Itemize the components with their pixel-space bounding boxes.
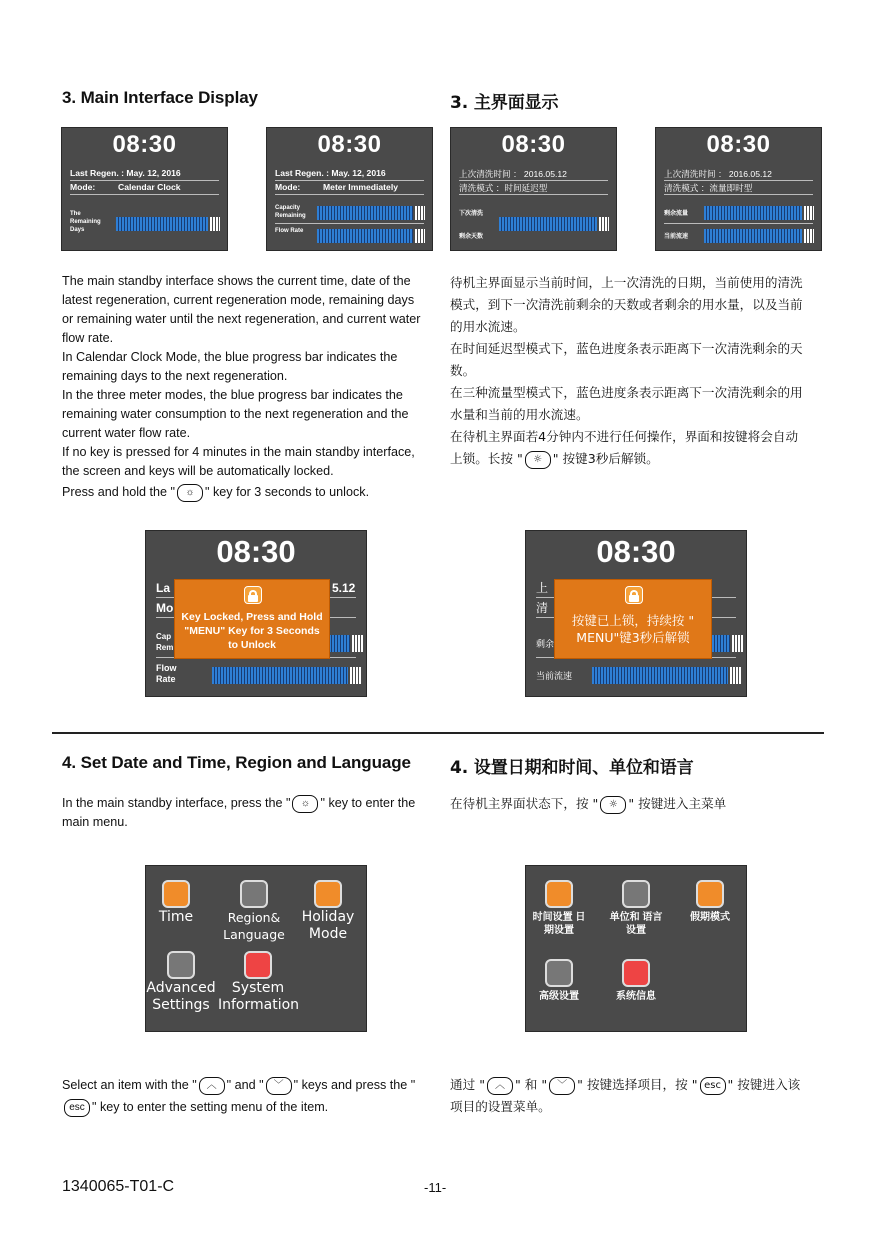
section3-text-cn — [450, 272, 810, 470]
page-number: -11- — [424, 1180, 447, 1195]
menu-key-icon: ☼ — [600, 796, 626, 814]
locked-screen-cn — [525, 530, 747, 697]
bar-label: Capacity Remaining — [275, 205, 306, 219]
locked-message: Key Locked, Press and Hold "MENU" Key for 3 Seconds to Unlock — [181, 611, 323, 651]
menu-item-holiday-mode[interactable]: Holiday Mode — [296, 880, 360, 943]
document-number: 1340065-T01-C — [62, 1178, 175, 1195]
paragraph: 在待机主界面若4分钟内不进行任何操作，界面和按键将会自动上锁。长按 " ☼ " 按键3秒后解锁。 — [450, 426, 810, 470]
paragraph: 通过 " ︿ " 和 " ﹀ " 按键选择项目，按 " esc " 按键进入该项目的设置菜单。 — [450, 1077, 801, 1114]
bar-label: Cap Rem — [156, 632, 174, 652]
remaining-bar — [499, 217, 597, 231]
airplane-icon — [696, 880, 724, 908]
paragraph: In Calendar Clock Mode, the blue progress bar indicates the remaining days to the next regeneration. — [62, 350, 398, 383]
menu-key-icon: ☼ — [525, 451, 551, 469]
flow-bar — [704, 229, 802, 243]
menu-item-advanced-settings[interactable]: Advanced Settings — [146, 951, 216, 1014]
bar-label: Flow Rate — [275, 228, 304, 234]
flow-bar — [592, 667, 728, 684]
main-menu-cn — [525, 865, 747, 1032]
screen-time: 08:30 — [596, 534, 676, 569]
clock-icon — [162, 880, 190, 908]
bar-label: The Remaining Days — [70, 211, 101, 233]
menu-key-icon: ☼ — [292, 795, 318, 813]
bar-label: 剩余 — [536, 639, 555, 649]
paragraph: In the three meter modes, the blue progress bar indicates the remaining water consumption to the next regeneration and the current water flow rate. — [62, 388, 409, 440]
mode-value: 清洗模式 ：时间延迟型 — [459, 183, 548, 193]
section4-text-cn — [450, 794, 810, 814]
mode-label: Mode: — [275, 182, 301, 192]
message-icon — [244, 951, 272, 979]
paragraph: In the main standby interface, press the " ☼ " key to enter the main menu. — [62, 796, 416, 829]
menu-key-icon: ☼ — [177, 484, 203, 502]
mode-value: 清洗模式 ：流量即时型 — [664, 183, 753, 193]
capacity-bar — [704, 206, 802, 220]
paragraph: The main standby interface shows the current time, date of the latest regeneration, current regeneration mode, remaining days or remaining water until the next regeneration, and current water flow rate. — [62, 274, 421, 345]
screen-time: 08:30 — [501, 131, 566, 158]
menu-item-advanced-settings[interactable]: 高级设置 — [532, 959, 586, 1003]
last-regen-partial: La — [156, 581, 171, 595]
mode-partial: 清 — [536, 601, 549, 615]
menu-item-time[interactable]: 时间设置 日期设置 — [532, 880, 586, 937]
locked-message: 按键已上锁，持续按 " MENU"键3秒后解锁 — [571, 613, 695, 645]
last-regen-partial-end: 5.12 — [332, 581, 356, 595]
last-regen: Last Regen. : May. 12, 2016 — [275, 168, 386, 178]
lock-icon — [244, 586, 262, 604]
screen-time: 08:30 — [317, 131, 382, 158]
main-menu-en — [145, 865, 367, 1032]
paragraph: 待机主界面显示当前时间，上一次清洗的日期，当前使用的清洗模式，到下一次清洗前剩余的天数或者剩余的用水量，以及当前的用水流速。 — [450, 275, 803, 334]
paragraph: 在待机主界面状态下，按 " ☼ " 按键进入主菜单 — [450, 794, 810, 814]
flow-bar — [212, 667, 348, 684]
globe-icon — [622, 880, 650, 908]
menu-item-region-language[interactable]: Region& Language — [216, 880, 292, 943]
up-key-icon: ︿ — [487, 1077, 513, 1095]
capacity-bar — [317, 206, 413, 220]
menu-item-system-information[interactable]: 系统信息 — [606, 959, 666, 1003]
paragraph: Select an item with the " ︿ " and " ﹀ " keys and press the "esc " key to enter the setting menu of the item. — [62, 1074, 427, 1118]
message-icon — [622, 959, 650, 987]
screen-cn-meter — [655, 127, 822, 251]
section4-text-en — [62, 794, 422, 832]
mode-value: Calendar Clock — [118, 182, 181, 192]
clock-icon — [545, 880, 573, 908]
mode-value: Meter Immediately — [323, 182, 398, 192]
section3-title-en: 3. Main Interface Display — [62, 88, 258, 107]
last-regen: Last Regen. : May. 12, 2016 — [70, 168, 181, 178]
menu-item-holiday-mode[interactable]: 假期模式 — [680, 880, 740, 924]
gear-icon — [167, 951, 195, 979]
paragraph: 在时间延迟型模式下，蓝色进度条表示距离下一次清洗剩余的天数。 — [450, 341, 803, 378]
menu-item-region-language[interactable]: 单位和 语言设置 — [606, 880, 666, 937]
locked-popup — [554, 579, 712, 659]
gear-icon — [545, 959, 573, 987]
section4-title-en: 4. Set Date and Time, Region and Language — [62, 753, 411, 772]
screen-time: 08:30 — [706, 131, 771, 158]
section4-select-text-en — [62, 1074, 427, 1118]
up-key-icon: ︿ — [199, 1077, 225, 1095]
section-divider — [52, 732, 824, 734]
paragraph: If no key is pressed for 4 minutes in the main standby interface, the screen and keys will be automatically locked. — [62, 445, 415, 478]
esc-key-icon: esc — [64, 1099, 90, 1117]
airplane-icon — [314, 880, 342, 908]
bar-label: 当前流速 — [664, 234, 689, 240]
menu-item-system-information[interactable]: System Information — [218, 951, 298, 1014]
globe-icon — [240, 880, 268, 908]
esc-key-icon: esc — [700, 1077, 726, 1095]
last-regen-partial: 上 — [536, 581, 549, 595]
locked-popup — [174, 579, 330, 659]
locked-screen-en — [145, 530, 367, 697]
screen-en-calendar — [61, 127, 228, 251]
menu-item-time[interactable]: Time — [152, 880, 200, 926]
screen-cn-calendar — [450, 127, 617, 251]
paragraph: 在三种流量型模式下，蓝色进度条表示距离下一次清洗剩余的用水量和当前的用水流速。 — [450, 385, 803, 422]
mode-label: Mode: — [70, 182, 96, 192]
bar-label: Flow Rate — [156, 663, 177, 684]
flow-bar — [317, 229, 413, 243]
down-key-icon: ﹀ — [266, 1077, 292, 1095]
last-regen: 上次清洗时间 ： 2016.05.12 — [664, 169, 772, 179]
last-regen: 上次清洗时间 ： 2016.05.12 — [459, 169, 567, 179]
section3-text-en — [62, 272, 427, 502]
bar-label: 下次清洗 — [459, 211, 484, 217]
bar-label: 剩余流量 — [664, 211, 689, 217]
section4-select-text-cn — [450, 1074, 810, 1118]
mode-partial: Mo — [156, 601, 174, 615]
section3-title-cn: 3. 主界面显示 — [450, 93, 559, 113]
paragraph: Press and hold the " ☼ " key for 3 seconds to unlock. — [62, 483, 427, 502]
section4-title-cn: 4. 设置日期和时间、单位和语言 — [450, 758, 694, 778]
screen-time: 08:30 — [112, 131, 177, 158]
remaining-days-bar — [116, 217, 208, 231]
bar-label: 剩余天数 — [459, 234, 484, 240]
down-key-icon: ﹀ — [549, 1077, 575, 1095]
bar-label: 当前流速 — [536, 671, 573, 681]
screen-time: 08:30 — [216, 534, 296, 569]
lock-icon — [625, 586, 643, 604]
screen-en-meter — [266, 127, 433, 251]
